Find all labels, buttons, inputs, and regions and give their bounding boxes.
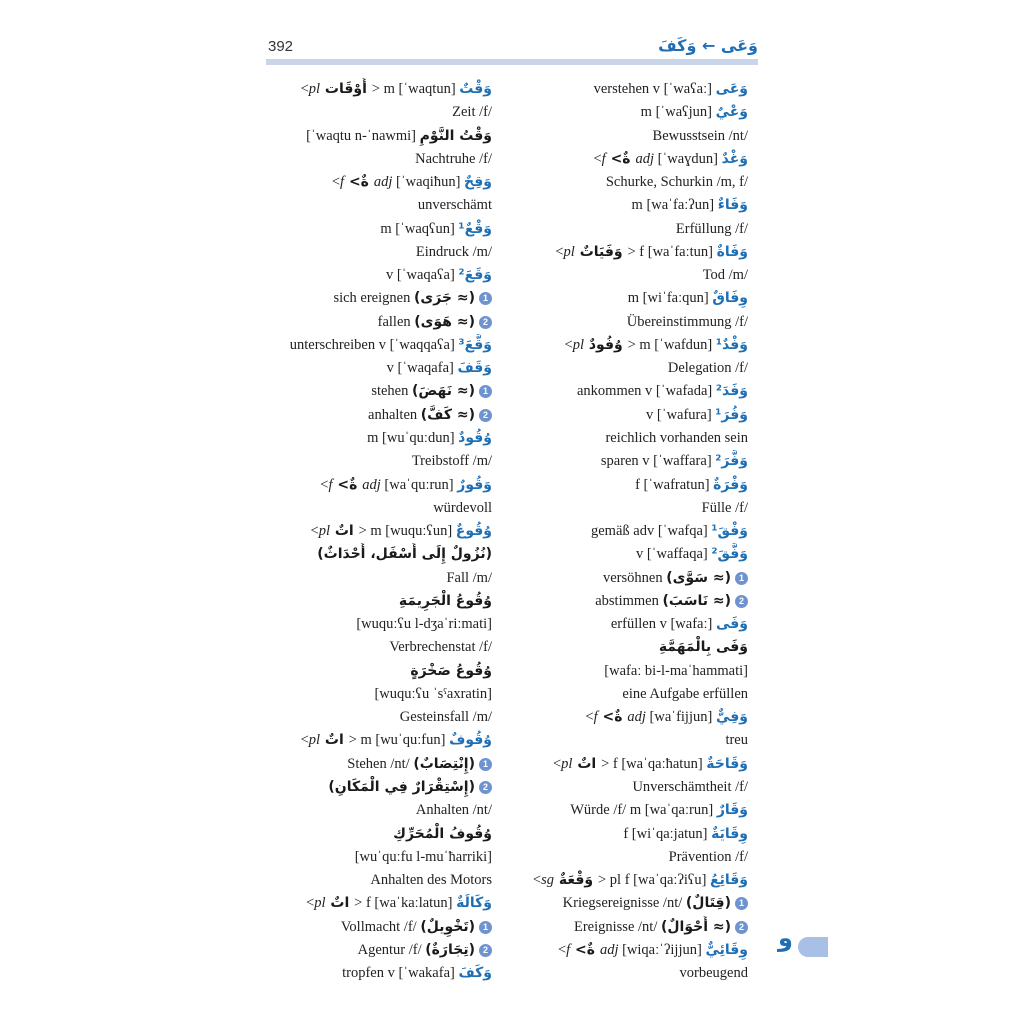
headword: وُقُوعٌ [455,523,492,540]
dictionary-line [256,660,492,683]
dictionary-line [256,543,492,566]
entry-text: anhalten [368,406,421,423]
entry-text: tropfen v [ˈwakafa] [342,965,459,982]
dictionary-line [256,753,492,776]
sense-number-badge: 1 [479,758,492,771]
entry-text: وُقُوفُ الْمُحَرِّكِ [393,825,492,842]
sense-number-badge: 1 [735,572,748,585]
headword: وَكَالَةٌ [456,895,492,912]
entry-text: Bewusstsein /nt/ [652,127,748,144]
headword: وَفَّرَ² [715,453,748,470]
entry-text: pl [308,732,321,749]
dictionary-line [256,497,492,520]
dictionary-line [512,474,748,497]
headword: وَفُرَ¹ [715,406,748,423]
entry-text: (≈ سَوَّى) [666,569,731,586]
entry-text: m [waˈfaːʔun] [631,197,718,214]
thumb-index-tab [798,937,828,957]
dictionary-line [512,799,748,822]
dictionary-line [512,869,748,892]
dictionary-line [256,404,492,427]
entry-text: Verbrechenstat /f/ [389,639,492,656]
entry-text: [ˈwaɣdun] [653,150,722,167]
entry-text: Unverschämtheit /f/ [632,778,748,795]
headword: وَقْعٌ¹ [458,220,492,237]
entry-text: vorbeugend [679,965,748,982]
entry-text: > m [ˈwafdun] [627,336,716,353]
headword: وَقِحٌ [464,174,492,191]
dictionary-line [256,706,492,729]
left-column [256,78,492,985]
right-column [512,78,748,985]
headword: وَكَفَ [458,965,492,982]
entry-text: (≈ كَفَّ) [420,406,475,423]
entry-text: > m [wuquːʕun] [358,523,456,540]
dictionary-line [512,311,748,334]
entry-text: f [ˈwafratun] [635,476,714,493]
dictionary-line [256,241,492,264]
entry-text: < [310,523,319,540]
entry-text: sg [541,872,554,889]
entry-text: Erfüllung /f/ [675,220,748,237]
entry-text: Tod /m/ [702,267,748,284]
dictionary-line [512,916,748,939]
entry-text: Prävention /f/ [668,848,748,865]
dictionary-line [256,823,492,846]
entry-text: Übereinstimmung /f/ [626,313,748,330]
dictionary-line [512,125,748,148]
headword: وَفَدَ² [715,383,748,400]
sense-number-badge: 2 [735,595,748,608]
entry-text: [ˈwaqtu n-ˈnawmi] [306,127,420,144]
entry-text: وَقْعَةٌ [553,872,598,889]
entry-text: < [306,895,315,912]
entry-text: (≈ نَاسَبَ) [662,592,731,609]
entry-text: f [601,150,606,167]
entry-text: < [593,150,602,167]
entry-text: > f [waˈkaːlatun] [354,895,457,912]
headword: وَفَى [715,616,748,633]
sense-number-badge: 1 [479,385,492,398]
entry-text: adj [599,941,619,958]
sense-number-badge: 1 [479,921,492,934]
entry-text: [wafaː bi-l-maˈhammati] [604,662,748,679]
dictionary-line [256,520,492,543]
dictionary-line [512,218,748,241]
entry-text: > f [waˈqaːħatun] [601,755,707,772]
dictionary-line [256,729,492,752]
entry-text: (نُزُولٌ إِلَى أَسْفَل، أَحْدَاثٌ) [317,546,492,563]
thumb-index-letter: و [778,924,793,952]
dictionary-line [512,497,748,520]
dictionary-line [512,962,748,985]
dictionary-line [512,939,748,962]
entry-text: verstehen v [ˈwaʕaː] [593,81,716,97]
entry-text: erfüllen v [wafaː] [610,616,716,633]
entry-text: [wuquːʕu ˈsˤaxratin] [374,685,492,702]
dictionary-line [256,101,492,124]
entry-text: sich ereignen [333,290,414,307]
entry-text: Ereignisse /nt/ [573,918,661,935]
headword: وَغْدٌ [721,150,748,167]
dictionary-line [512,753,748,776]
headword: وِقَايَةٌ [711,825,748,842]
headword: وَقَعَ² [458,267,492,284]
entry-text: pl [308,81,321,97]
dictionary-line [256,450,492,473]
entry-text: Würde /f/ m [waˈqaːrun] [570,802,717,819]
entry-text: وُفُودٌ [583,336,628,353]
dictionary-line [512,636,748,659]
entry-text: adj [362,476,381,493]
entry-text: (≈ جَرَى) [413,290,475,307]
entry-text: Vollmacht /f/ [340,918,421,935]
entry-text: Kriegsereignisse /nt/ [562,895,686,912]
entry-text: اتٌ [572,755,602,772]
entry-text: [ˈwaqiħun] [392,174,465,191]
entry-text: v [ˈwaffaqa] [635,546,712,563]
headword: وَفَاةٌ [716,243,748,260]
headword: وَفْدٌ¹ [715,336,748,353]
dictionary-line [256,380,492,403]
dictionary-line [256,78,492,101]
entry-text: (≈ أَحْوَالٌ) [660,918,731,935]
entry-text: ankommen v [ˈwafada] [576,383,716,400]
entry-text: (قِتَالٌ) [685,895,731,912]
entry-text: < [564,336,573,353]
entry-text: reichlich vorhanden sein [605,429,748,446]
entry-text: m [wuˈquːdun] [367,429,459,446]
headword: وَفِيٌّ [715,709,748,726]
dictionary-line [256,892,492,915]
entry-text: اتٌ [320,732,349,749]
entry-text: < [300,81,309,97]
headword: وَقَّعَ³ [458,336,492,353]
dictionary-line [512,823,748,846]
entry-text: v [ˈwaqaʕa] [385,267,459,284]
entry-text: Treibstoff /m/ [411,453,492,470]
dictionary-line [256,916,492,939]
entry-text: Fülle /f/ [701,499,748,516]
entry-text: adj [635,150,654,167]
entry-text: ةٌ> [570,941,600,958]
entry-text: وَقْتُ النَّوْمِ [419,127,492,144]
entry-text: versöhnen [603,569,667,586]
entry-text: f [340,174,345,191]
entry-text: > f [waˈfaːtun] [627,243,717,260]
entry-text: pl [561,755,573,772]
dictionary-line [512,706,748,729]
dictionary-line [256,636,492,659]
entry-text: gemäß adv [ˈwafqa] [590,523,712,540]
page-number: 392 [268,38,294,55]
dictionary-line [256,869,492,892]
entry-text: أَوْقَات [320,81,372,97]
entry-text: اتٌ [325,895,355,912]
entry-text: unverschämt [417,197,492,214]
headword: وَقَفَ [457,360,492,377]
dictionary-line [256,567,492,590]
headword: وَعَى [715,81,748,97]
headword: وَعْيٌ [715,104,748,121]
dictionary-line [512,194,748,217]
dictionary-line [256,962,492,985]
dictionary-line [512,450,748,473]
headword: وَفَاءٌ [717,197,748,214]
entry-text: pl [563,243,575,260]
entry-text: fallen [377,313,415,330]
entry-text: f [566,941,571,958]
entry-text: Delegation /f/ [667,360,748,377]
entry-text: [wuquːʕu l-dʒaˈriːmati] [356,616,492,633]
entry-text: stehen [371,383,412,400]
dictionary-line [512,543,748,566]
sense-number-badge: 2 [479,409,492,422]
entry-text: < [557,941,567,958]
entry-text: Anhalten des Motors [370,872,492,889]
entry-text: اتٌ [329,523,359,540]
entry-text: > pl f [waˈqaːʔiʕu] [598,872,711,889]
headword: وِفَاقٌ [712,290,748,307]
entry-text: وَفَى بِالْمَهَمَّةِ [658,639,748,656]
dictionary-line [512,357,748,380]
entry-text: < [555,243,564,260]
headword: وَقَارٌ [716,802,748,819]
entry-text: وُقُوعُ صَخْرَةٍ [410,662,492,679]
header-rule [266,59,758,65]
dictionary-line [256,311,492,334]
headword: وُقُودٌ [458,429,492,446]
dictionary-line [512,776,748,799]
dictionary-line [256,683,492,706]
sense-number-badge: 1 [735,897,748,910]
dictionary-line [256,125,492,148]
headword: وَقَائِعُ [710,872,748,889]
entry-text: f [wiˈqaːjatun] [623,825,712,842]
sense-number-badge: 2 [479,781,492,794]
dictionary-line [512,427,748,450]
dictionary-line [256,939,492,962]
entry-text: m [ˈwaʕjun] [640,104,716,121]
entry-text: (≈ نَهَضَ) [412,383,475,400]
entry-text: Agentur /f/ [357,941,426,958]
dictionary-line [512,148,748,171]
entry-text: < [331,174,341,191]
entry-text: v [ˈwaqafa] [386,360,458,377]
entry-text: adj [627,709,646,726]
dictionary-line [512,380,748,403]
dictionary-line [512,520,748,543]
entry-text: abstimmen [595,592,663,609]
entry-text: Anhalten /nt/ [415,802,492,819]
entry-text: m [wiˈfaːqun] [627,290,713,307]
entry-text: < [552,755,562,772]
dictionary-line [256,846,492,869]
entry-text: [waˈquːrun] [380,476,458,493]
entry-text: pl [572,336,584,353]
entry-text: unterschreiben v [ˈwaqqaʕa] [289,336,459,353]
headword: وَفَّقَ² [711,546,748,563]
entry-text: pl [314,895,326,912]
dictionary-line [256,334,492,357]
entry-text: (إِنْتِصَابٌ) [413,755,475,772]
entry-text: v [ˈwafura] [646,406,716,423]
dictionary-line [256,474,492,497]
entry-text: وَفَيَاتٌ [574,243,628,260]
entry-text: Gesteinsfall /m/ [399,709,492,726]
entry-text: (تَخْوِيلٌ) [420,918,475,935]
sense-number-badge: 2 [479,944,492,957]
dictionary-line [512,892,748,915]
dictionary-line [256,590,492,613]
entry-text: m [ˈwaqʕun] [380,220,459,237]
entry-text: (إِسْتِقْرَارٌ فِي الْمَكَانِ) [328,778,475,795]
dictionary-line [512,78,748,101]
entry-text: adj [373,174,393,191]
dictionary-line [512,567,748,590]
entry-text: eine Aufgabe erfüllen [622,685,748,702]
entry-text: Eindruck /m/ [415,243,492,260]
dictionary-line [256,194,492,217]
dictionary-line [512,334,748,357]
dictionary-line [512,729,748,752]
entry-text: (تِجَارَةٌ) [425,941,475,958]
headword: وَقَاحَةٌ [706,755,748,772]
entry-text: pl [318,523,330,540]
entry-text: > m [wuˈquːfun] [348,732,450,749]
entry-text: < [300,732,309,749]
dictionary-line [256,148,492,171]
dictionary-line [512,683,748,706]
entry-text: [wiqaːˈʔijjun] [618,941,706,958]
headword: وِقَائِيٌّ [705,941,748,958]
entry-text: Schurke, Schurkin /m, f/ [605,174,748,191]
entry-text: ةٌ> [597,709,628,726]
entry-text: Nachtruhe /f/ [415,150,492,167]
headword: وَفْقَ¹ [711,523,748,540]
dictionary-line [256,287,492,310]
headword: وَقُورٌ [457,476,492,493]
dictionary-line [512,404,748,427]
headword: وَقْتٌ [459,81,492,97]
dictionary-line [256,776,492,799]
dictionary-line [256,171,492,194]
headword: وُقُوفٌ [449,732,492,749]
dictionary-line [512,171,748,194]
entry-text: ةٌ> [344,174,374,191]
entry-text: < [320,476,329,493]
headword: وَفْرَةٌ [713,476,748,493]
entry-text: f [328,476,333,493]
entry-text: Fall /m/ [446,569,492,586]
entry-text: würdevoll [433,499,492,516]
entry-text: f [593,709,598,726]
entry-text: [wuˈquːfu l-muˈħarriki] [354,848,492,865]
dictionary-line [256,264,492,287]
entry-text: ةٌ> [605,150,636,167]
dictionary-line [512,264,748,287]
dictionary-line [256,799,492,822]
entry-text: Zeit /f/ [452,104,492,121]
entry-text: وُقُوعُ الْجَرِيمَةِ [398,592,492,609]
sense-number-badge: 2 [735,921,748,934]
sense-number-badge: 2 [479,316,492,329]
dictionary-line [512,101,748,124]
dictionary-line [256,427,492,450]
dictionary-line [512,846,748,869]
dictionary-line [512,241,748,264]
entry-text: [waˈfijjun] [645,709,716,726]
entry-text: > m [ˈwaqtun] [371,81,460,97]
dictionary-line [512,660,748,683]
entry-text: treu [725,732,748,749]
dictionary-line [512,613,748,636]
entry-text: (≈ هَوَى) [414,313,475,330]
dictionary-line [256,218,492,241]
entry-text: sparen v [ˈwaffara] [600,453,716,470]
dictionary-line [256,613,492,636]
dictionary-line [512,287,748,310]
entry-text: < [585,709,594,726]
entry-text: ةٌ> [332,476,363,493]
sense-number-badge: 1 [479,292,492,305]
entry-text: < [532,872,542,889]
dictionary-line [512,590,748,613]
dictionary-line [256,357,492,380]
running-head: وَعَى ← وَكَفَ [658,36,758,55]
entry-text: Stehen /nt/ [347,755,414,772]
